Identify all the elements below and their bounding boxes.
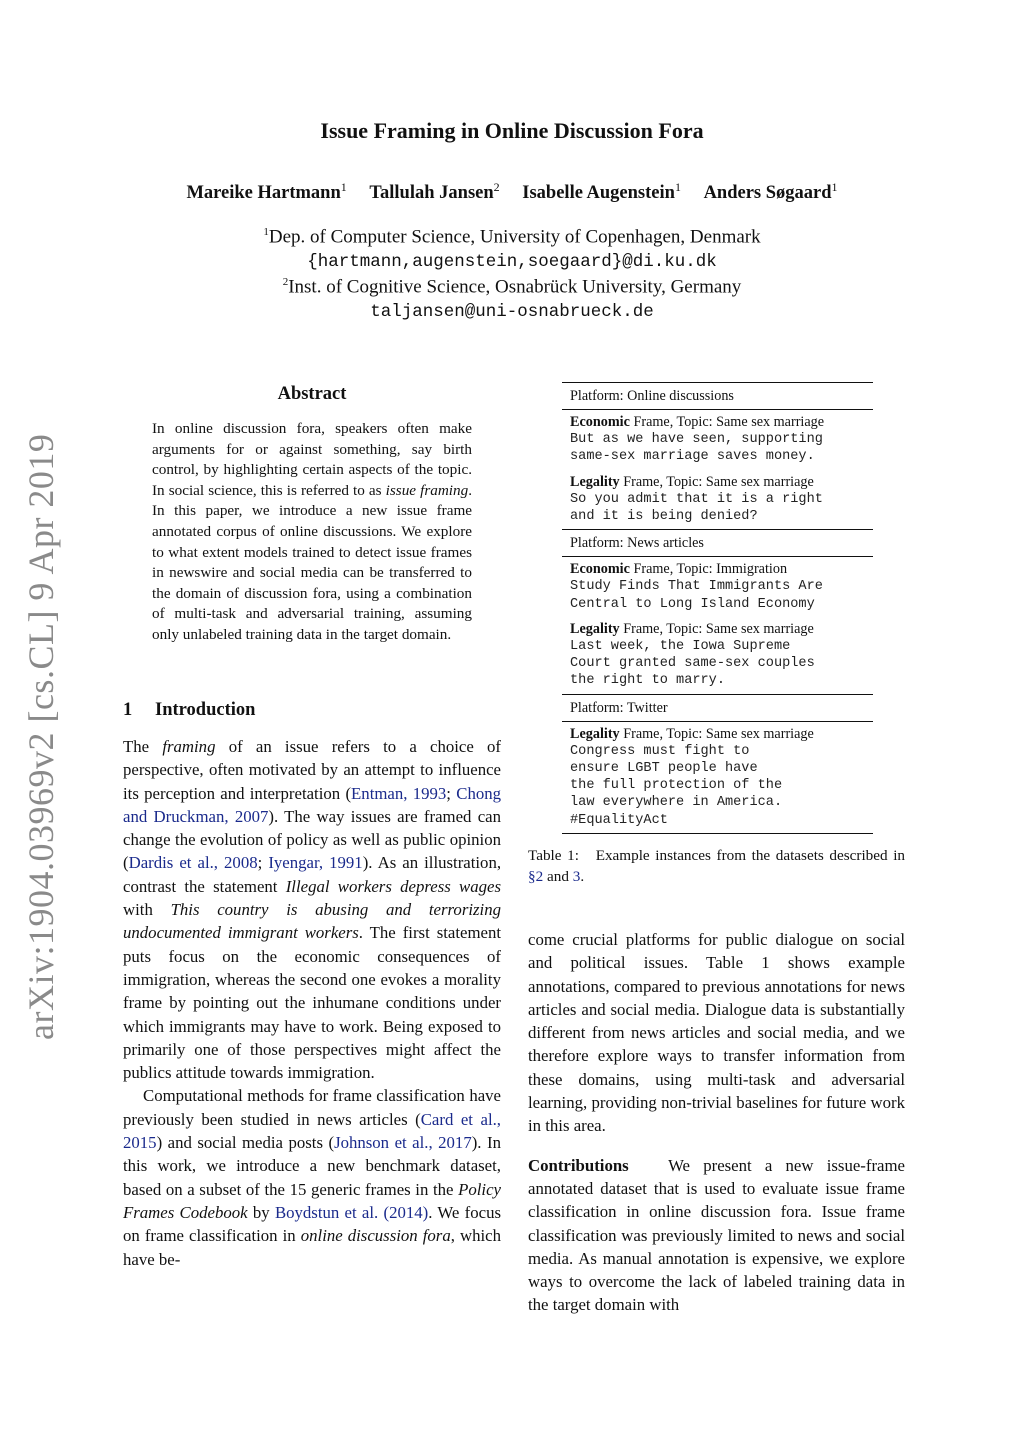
author-2: Tallulah Jansen$^2$: [369, 180, 500, 204]
table-platform-label: Platform: Online discussions: [570, 388, 734, 404]
affiliation-1: $^1$Dep. of Computer Science, University of Copenhagen, Denmark: [263, 226, 761, 248]
table-platform-label: Platform: Twitter: [570, 699, 668, 716]
right-column-body: [528, 928, 905, 1317]
table-entry: Legality Frame, Topic: Same sex marriage So you admit that it is a right and it is being denied?: [570, 473, 823, 525]
table-group-online-discussions: [562, 382, 873, 529]
affiliation-2-email: taljansen@uni-osnabrueck.de: [370, 302, 654, 322]
table-caption: Table 1: Example instances from the datasets described in §2 and 3.: [528, 847, 906, 885]
author-3: Isabelle Augenstein$^1$: [522, 180, 681, 204]
table-1: [562, 382, 873, 834]
paper-title: Issue Framing in Online Discussion Fora: [320, 118, 704, 143]
author-4: Anders Søgaard$^1$: [703, 180, 838, 204]
introduction-body: [123, 735, 501, 1271]
intro-paragraph-1: The framing of an issue refers to a choice of perspective, often motivated by an attempt to influence its perception and interpretation (Entman, 1993; Chong and Druckman, 2007). The way issues are framed can change the evolution of policy as well as public opinion (Dardis et al., 2008; Iyengar, 1991). As an illustration, contrast the statement Illegal workers depress wages with This country is abusing and terrorizing undocumented immigrant workers. The first statement puts focus on the economic consequences of immigration, whereas the second one evokes a morality frame by pointing out the inhumane conditions under which immigrants may have to work. Being exposed to primarily one of those perspectives might affect the publics attitude towards immigration.: [123, 737, 502, 1083]
author-1: Mareike Hartmann$^1$: [186, 180, 347, 204]
citation-dardis[interactable]: Dardis et al., 2008: [128, 853, 258, 873]
table-entry: Economic Frame, Topic: Immigration Study Finds That Immigrants Are Central to Long Island Economy: [570, 561, 823, 612]
intro-paragraph-2: Computational methods for frame classification have previously been studied in news articles (Card et al., 2015) and social media posts (Johnson et al., 2017). In this work, we introduce a new benchmark dataset, based on a subset of the 15 generic frames in the Policy Frames Codebook by Boydstun et al. (2014). We focus on frame classification in online discussion fora, which have be-: [123, 1086, 501, 1269]
citation-iyengar[interactable]: Iyengar, 1991: [268, 853, 363, 873]
contributions-label: Contributions: [528, 1155, 629, 1175]
table-group-news-articles: [562, 529, 873, 693]
contributions-paragraph: Contributions We present a new issue-frame annotated dataset that is used to evaluate issue frame classification in online discussion fora. Issue frame classification was previously limited to news and social media. As manual annotation is expensive, we explore ways to overcome the lack of labeled training data in the target domain with: [528, 1155, 905, 1315]
table-entry: Legality Frame, Topic: Same sex marriage Last week, the Iowa Supreme Court granted same-sex couples the right to marry.: [570, 620, 815, 689]
table-rule: [562, 833, 873, 834]
table-entry: Economic Frame, Topic: Same sex marriage But as we have seen, supporting same-sex marriage saves money.: [570, 414, 825, 465]
abstract-body: In online discussion fora, speakers often make arguments for or against something, say birth control, by highlighting certain aspects of the topic. In social science, this is referred to as issue framing. In this paper, we introduce a new issue frame annotated corpus of online discussions. We explore to what extent models trained to detect issue frames in newswire and social media can be transferred to the domain of discussion fora, using a combination of multi-task and adversarial training, assuming only unlabeled training data in the target domain.: [152, 420, 472, 643]
citation-card[interactable]: Card et al., 2015: [123, 1109, 501, 1153]
abstract-heading: Abstract: [277, 384, 347, 404]
citation-boydstun[interactable]: Boydstun et al. (2014): [274, 1202, 429, 1222]
affiliation-2: $^2$Inst. of Cognitive Science, Osnabrück University, Germany: [282, 276, 742, 298]
table-entry: Legality Frame, Topic: Same sex marriage Congress must fight to ensure LGBT people have the full protection of the law everywhere in America. #EqualityAct: [570, 725, 814, 828]
section-ref-2[interactable]: §2: [528, 867, 544, 885]
author-list: [0, 180, 1024, 204]
table-group-twitter: [562, 694, 873, 833]
section-heading-introduction: 1 Introduction: [123, 700, 256, 720]
right-paragraph-1: come crucial platforms for public dialogue on social and political issues. Table 1 shows example annotations, compared to previous annotations for news articles and social media. Dialogue data is substantially different from news articles and social media, and we therefore explore ways to transfer information from these domains, using multi-task and adversarial learning, providing non-trivial baselines for future work in this area.: [528, 930, 905, 1136]
citation-entman[interactable]: Entman, 1993: [351, 783, 447, 803]
citation-chong-druckman[interactable]: Chong and Druckman, 2007: [123, 783, 502, 826]
section-ref-3[interactable]: 3: [572, 867, 581, 885]
arxiv-side-stamp: arXiv:1904.03969v2 [cs.CL] 9 Apr 2019: [21, 433, 61, 1040]
affiliation-1-email: {hartmann,augenstein,soegaard}@di.ku.dk: [307, 252, 717, 272]
table-platform-label: Platform: News articles: [570, 535, 704, 552]
citation-johnson[interactable]: Johnson et al., 2017: [334, 1133, 472, 1153]
